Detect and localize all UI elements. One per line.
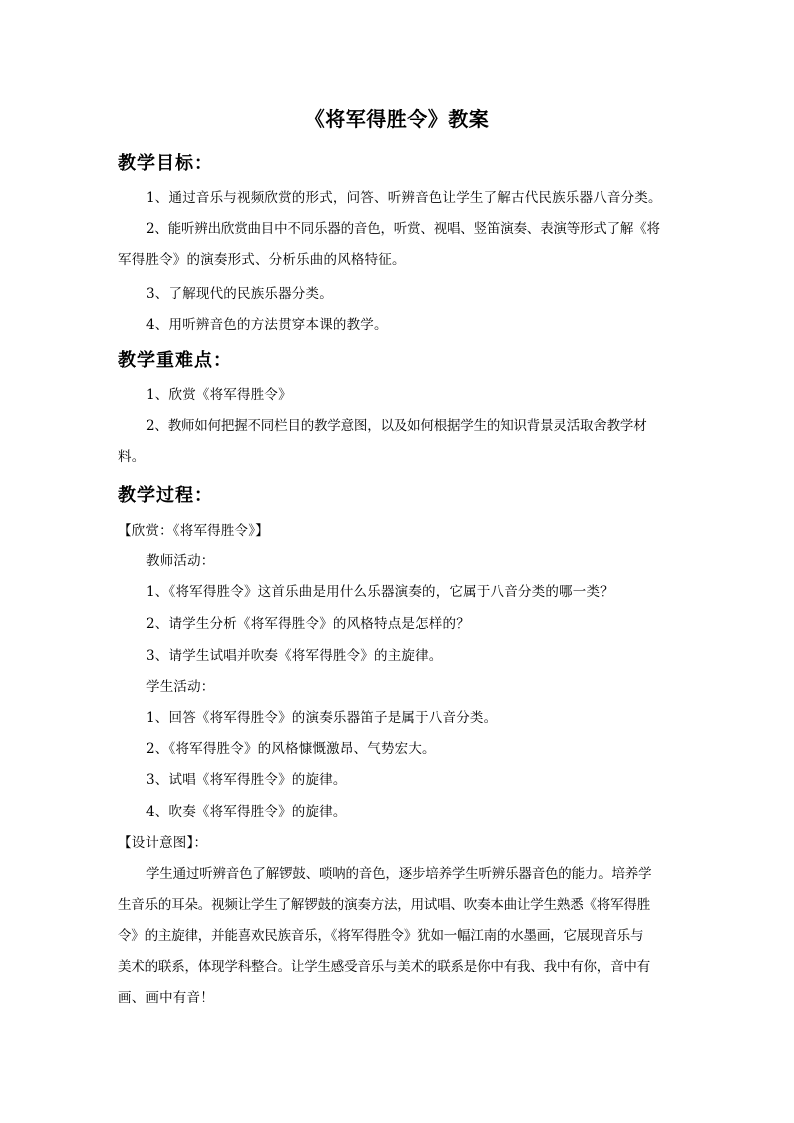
- design-line-4: 美术的联系，体现学科整合。让学生感受音乐与美术的联系是你中有我、我中有你，音中有: [118, 959, 650, 975]
- goal-item-4: 4、用听辨音色的方法贯穿本课的教学。: [146, 317, 388, 333]
- goal-item-1: 1、通过音乐与视频欣赏的形式，问答、听辨音色让学生了解古代民族乐器八音分类。: [146, 190, 662, 206]
- bracket-title-appreciation: 【欣赏：《将军得胜令》】: [118, 523, 269, 539]
- key-item-2-cont: 料。: [118, 449, 146, 465]
- goal-item-3: 3、了解现代的民族乐器分类。: [146, 286, 333, 302]
- design-line-2: 生音乐的耳朵。视频让学生了解锣鼓的演奏方法，用试唱、吹奏本曲让学生熟悉《将军得胜: [118, 897, 650, 913]
- document-title: 《将军得胜令》教案: [304, 107, 490, 131]
- heading-teaching-process: 教学过程：: [118, 485, 213, 506]
- teacher-item-1: 1、《将军得胜令》这首乐曲是用什么乐器演奏的，它属于八音分类的哪一类？: [146, 584, 614, 600]
- student-item-3: 3、试唱《将军得胜令》的旋律。: [146, 772, 347, 788]
- student-item-1: 1、回答《将军得胜令》的演奏乐器笛子是属于八音分类。: [146, 710, 498, 726]
- design-line-1: 学生通过听辨音色了解锣鼓、唢呐的音色，逐步培养学生听辨乐器音色的能力。培养学: [146, 866, 652, 882]
- design-intent-title: 【设计意图】：: [118, 835, 208, 851]
- goal-item-2-cont: 军得胜令》的演奏形式、分析乐曲的风格特征。: [118, 252, 406, 268]
- student-activity-label: 学生活动：: [146, 679, 215, 695]
- heading-key-difficulties: 教学重难点：: [118, 350, 232, 371]
- design-line-5: 画、画中有音！: [118, 990, 214, 1006]
- student-item-4: 4、吹奏《将军得胜令》的旋律。: [146, 804, 347, 820]
- teacher-item-2: 2、请学生分析《将军得胜令》的风格特点是怎样的？: [146, 616, 470, 632]
- key-item-1: 1、欣赏《将军得胜令》: [146, 387, 292, 403]
- student-item-2: 2、《将军得胜令》的风格慷慨激昂、气势宏大。: [146, 741, 436, 757]
- heading-teaching-goals: 教学目标：: [118, 153, 213, 174]
- design-line-3: 令》的主旋律，并能喜欢民族音乐，《将军得胜令》犹如一幅江南的水墨画，它展现音乐与: [118, 928, 644, 944]
- goal-item-2: 2、能听辨出欣赏曲目中不同乐器的音色，听赏、视唱、竖笛演奏、表演等形式了解《将: [146, 221, 660, 237]
- teacher-activity-label: 教师活动：: [146, 553, 215, 569]
- key-item-2: 2、教师如何把握不同栏目的教学意图，以及如何根据学生的知识背景灵活取舍教学材: [146, 418, 647, 434]
- teacher-item-3: 3、请学生试唱并吹奏《将军得胜令》的主旋律。: [146, 648, 443, 664]
